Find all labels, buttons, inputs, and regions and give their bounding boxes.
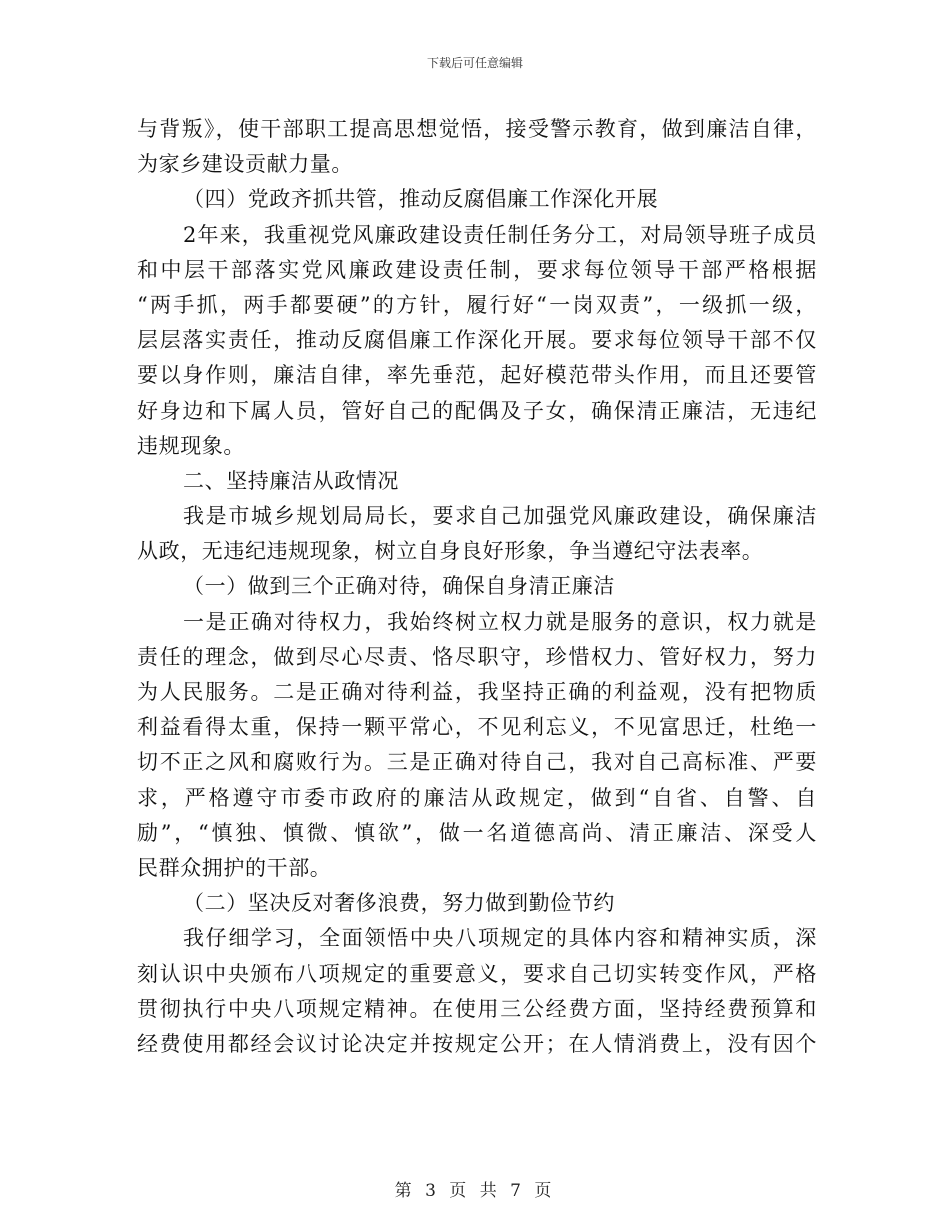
text-line: （四）党政齐抓共管，推动反腐倡廉工作深化开展	[183, 187, 659, 212]
text-line: 2年来，我重视党风廉政建设责任制任务分工，对局领导班子成员	[183, 222, 817, 247]
page-footer: 第 3 页 共 7 页	[394, 1181, 556, 1201]
text-line: 和中层干部落实党风廉政建设责任制，要求每位领导干部严格根据	[137, 257, 817, 282]
text-line: 从政，无违纪违规现象，树立自身良好形象，争当遵纪守法表率。	[137, 539, 764, 564]
text-line: 刻认识中央颁布八项规定的重要意义，要求自己切实转变作风，严格	[137, 961, 817, 986]
text-line: 贯彻执行中央八项规定精神。在使用三公经费方面，坚持经费预算和	[137, 996, 817, 1021]
text-line: 励”，“慎独、慎微、慎欲”，做一名道德高尚、清正廉洁、深受人	[137, 820, 817, 845]
text-line: 为人民服务。二是正确对待利益，我坚持正确的利益观，没有把物质	[137, 680, 817, 704]
text-line: （一）做到三个正确对待，确保自身清正廉洁	[183, 574, 615, 599]
text-line: 切不正之风和腐败行为。三是正确对待自己，我对自己高标准、严要	[137, 750, 817, 775]
text-line: （二）坚决反对奢侈浪费，努力做到勤俭节约	[183, 891, 615, 916]
text-line: 我是市城乡规划局局长，要求自己加强党风廉政建设，确保廉洁	[183, 504, 817, 529]
text-line: 二、坚持廉洁从政情况	[183, 468, 399, 493]
text-line: 一是正确对待权力，我始终树立权力就是服务的意识，权力就是	[183, 609, 817, 634]
text-line: 好身边和下属人员，管好自己的配偶及子女，确保清正廉洁，无违纪	[137, 398, 817, 423]
text-line: 违规现象。	[137, 433, 245, 458]
text-line: 我仔细学习，全面领悟中央八项规定的具体内容和精神实质，深	[183, 926, 817, 951]
text-line: 利益看得太重，保持一颗平常心，不见利忘义，不见富思迁，杜绝一	[137, 715, 817, 740]
text-line: 责任的理念，做到尽心尽责、恪尽职守，珍惜权力、管好权力，努力	[137, 644, 817, 669]
text-line: 经费使用都经会议讨论决定并按规定公开；在人情消费上，没有因个	[137, 1031, 817, 1056]
text-line: 民群众拥护的干部。	[137, 855, 332, 880]
page-header: 下载后可任意编辑	[426, 56, 523, 70]
text-line: 为家乡建设贡献力量。	[137, 152, 353, 177]
text-line: 层层落实责任，推动反腐倡廉工作深化开展。要求每位领导干部不仅	[137, 328, 817, 353]
text-line: 与背叛》，使干部职工提高思想觉悟，接受警示教育，做到廉洁自律，	[137, 117, 817, 141]
document-body	[137, 112, 817, 1062]
text-line: 求，严格遵守市委市政府的廉洁从政规定，做到“自省、自警、自	[137, 785, 817, 810]
text-line: “两手抓，两手都要硬”的方针，履行好“一岗双责”，一级抓一级，	[137, 292, 817, 317]
text-line: 要以身作则，廉洁自律，率先垂范，起好模范带头作用，而且还要管	[137, 363, 817, 388]
